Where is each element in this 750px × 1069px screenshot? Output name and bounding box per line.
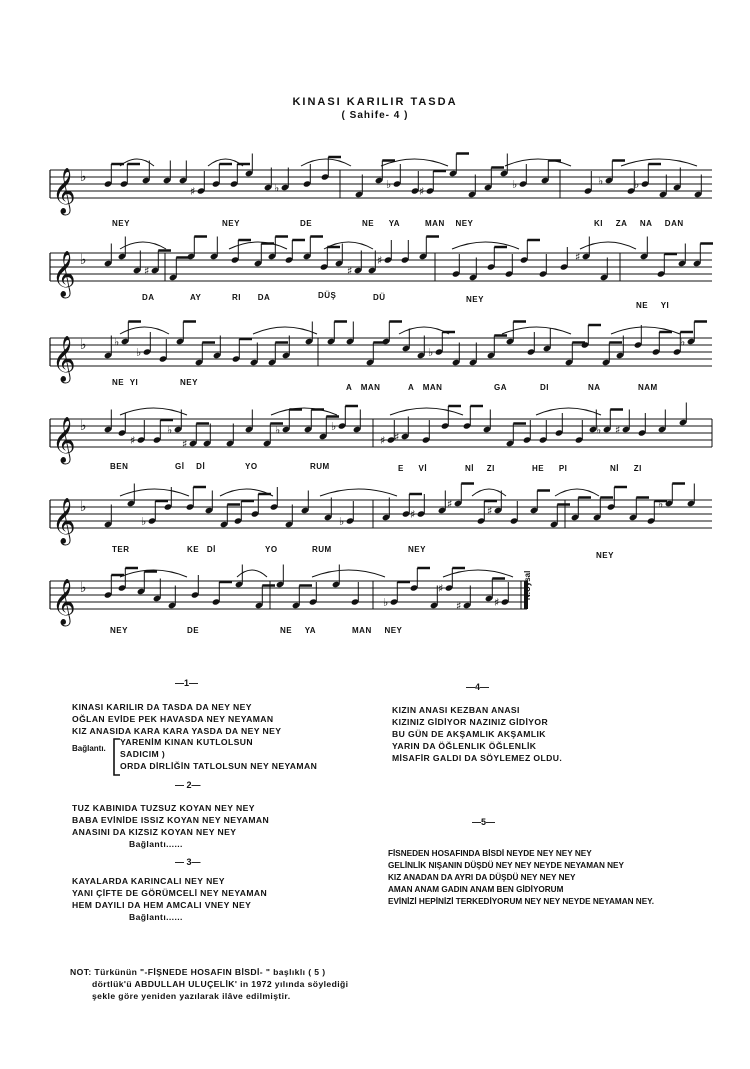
accidental: ♭ (596, 423, 602, 437)
lyric-syllable: KE Dİ (187, 545, 216, 554)
accidental: ♯ (347, 264, 353, 278)
slur (229, 242, 287, 249)
lyric-syllable: KI ZA NA DAN (594, 219, 684, 228)
verse-1 (72, 701, 281, 737)
refrain-line: ORDA DİRLİĞİN TATLOLSUN NEY NEYAMAN (120, 761, 318, 771)
accidental: ♭ (634, 178, 640, 191)
lyric-syllable: RUM (312, 545, 332, 554)
accidental: ♭ (658, 497, 664, 511)
slur (237, 570, 267, 577)
accidental: ♭ (598, 174, 604, 188)
refrain-line: SADICIM ) (120, 749, 166, 759)
lyric-syllable: HE PI (532, 464, 568, 473)
lyric-syllable: DE (187, 626, 200, 635)
lyric-syllable: Nİ ZI (610, 464, 642, 473)
accidental: ♯ (494, 596, 500, 609)
accidental: ♯ (410, 508, 416, 521)
lyric-syllable: DE (300, 219, 313, 228)
verse-line: KIZINIZ GİDİYOR NAZINIZ GİDİYOR (392, 717, 549, 727)
slur (390, 408, 463, 415)
treble-clef: 𝄞 (52, 336, 76, 382)
lyric-syllable: Nİ ZI (465, 464, 495, 473)
lyric-syllable: NEY (110, 626, 128, 635)
verse-5 (388, 848, 654, 908)
treble-clef: 𝄞 (52, 168, 76, 214)
lyric-syllable: A MAN (408, 383, 443, 392)
verse-number: —5— (472, 817, 496, 827)
verse-line: ANASINI DA KIZSIZ KOYAN NEY NEY (72, 827, 237, 837)
lyric-syllable: YO (265, 545, 278, 554)
refrain-label: Bağlantı. (72, 744, 106, 753)
key-signature-flat: ♭ (80, 252, 87, 269)
slur (312, 570, 385, 577)
accidental: ♭ (275, 423, 281, 437)
treble-clef: 𝄞 (52, 498, 76, 544)
footnote-line: NOT: Türkünün "-FİŞNEDE HOSAFIN BİSDİ- " başlıklı ( 5 ) (70, 967, 326, 977)
accidental: ♭ (331, 420, 337, 433)
accidental: ♯ (438, 582, 444, 595)
slur (301, 159, 351, 166)
accidental: ♯ (447, 497, 453, 511)
refrain-reference: Bağlantı...... (129, 839, 183, 849)
verse-line: MİSAFİR GALDI DA SÖYLEMEZ OLDU. (392, 753, 563, 763)
verse-line: TUZ KABINIDA TUZSUZ KOYAN NEY NEY (72, 803, 255, 813)
treble-clef: 𝄞 (52, 251, 76, 297)
accidental: ♭ (383, 596, 389, 609)
slur (502, 327, 571, 334)
accidental: ♯ (144, 264, 150, 278)
refrain-lines (120, 736, 317, 772)
slur (443, 570, 513, 577)
slur (505, 159, 571, 166)
verse-line: YARIN DA ÖĞLENLIK ÖĞLENLİK (392, 741, 537, 751)
accidental: ♯ (380, 434, 386, 447)
lyric-syllable: YO (245, 462, 258, 471)
verse-line: EVİNİZİ HEPİNİZİ TERKEDİYORUM NEY NEY NEYDE NEYAMAN NEY. (388, 897, 654, 906)
transcriber-signature: N.Uysal (523, 570, 532, 600)
slur (271, 408, 337, 415)
verse-line: KIZ ANASIDA KARA KARA YASDA DA NEY NEY (72, 726, 282, 736)
key-signature-flat: ♭ (80, 418, 87, 435)
verse-number: — 2— (175, 780, 201, 790)
accidental: ♭ (141, 515, 147, 528)
accidental: ♯ (394, 430, 400, 444)
verse-line: BU GÜN DE AKŞAMLIK AKŞAMLIK (392, 729, 546, 739)
lyric-syllable: NA (588, 383, 601, 392)
lyric-syllable: NEY (466, 295, 484, 304)
verse-line: GELİNLİK NIŞANIN DÜŞDÜ NEY NEY NEYDE NEYAMAN NEY (388, 861, 624, 870)
footnote (70, 966, 348, 1002)
slur (580, 242, 636, 249)
lyric-syllable: NE YA (362, 219, 401, 228)
lyric-syllable: E Vİ (398, 464, 428, 473)
key-signature-flat: ♭ (80, 169, 87, 186)
accidental: ♯ (487, 504, 493, 518)
lyric-syllable: DÜŞ (318, 291, 337, 300)
accidental: ♯ (377, 254, 383, 267)
slur (120, 242, 166, 249)
accidental: ♭ (274, 181, 280, 195)
lyric-syllable: NEY (408, 545, 426, 554)
slur (120, 327, 169, 334)
accidental: ♭ (339, 515, 345, 528)
verse-line: BABA EVİNİDE ISSIZ KOYAN NEY NEYAMAN (72, 815, 270, 825)
verse-line: YANI ÇİFTE DE GÖRÜMCELİ NEY NEYAMAN (72, 888, 268, 898)
treble-clef: 𝄞 (52, 417, 76, 463)
key-signature-flat: ♭ (80, 337, 87, 354)
lyric-syllable: A MAN (346, 383, 381, 392)
accidental: ♭ (680, 335, 686, 349)
lyric-syllable: AY (190, 293, 202, 302)
footnote-line: şekle göre yeniden yazılarak ilâve edilmiştir. (92, 991, 291, 1001)
verse-number: —1— (175, 678, 199, 688)
key-signature-flat: ♭ (80, 499, 87, 516)
lyric-syllable: MAN NEY (352, 626, 403, 635)
accidental: ♭ (512, 178, 518, 191)
verse-line: HEM DAYILI DA HEM AMCALI VNEY NEY (72, 900, 252, 910)
lyric-syllable: NAM (638, 383, 658, 392)
accidental: ♯ (182, 437, 188, 451)
lyric-syllable: BEN (110, 462, 129, 471)
accidental: ♯ (419, 185, 425, 198)
verse-line: KINASI KARILIR DA TASDA DA NEY NEY (72, 702, 252, 712)
lyric-syllable: MAN NEY (425, 219, 474, 228)
accidental: ♭ (114, 335, 120, 349)
slur (253, 327, 317, 334)
lyric-syllable: Gİ Dİ (175, 462, 206, 471)
accidental: ♯ (575, 250, 581, 264)
lyric-syllable: NE YI (636, 301, 670, 310)
lyric-syllable: DÜ (373, 293, 386, 302)
lyric-syllable: NEY (222, 219, 240, 228)
accidental: ♯ (615, 423, 621, 437)
lyric-syllable: NE YI (112, 378, 139, 387)
verse-2 (72, 802, 269, 850)
verse-line: KAYALARDA KARINCALI NEY NEY (72, 876, 225, 886)
verse-4 (392, 704, 562, 764)
accidental: ♭ (167, 423, 173, 437)
accidental: ♯ (190, 185, 196, 198)
slur (120, 408, 187, 415)
footnote-line: dörtlük'ü ABDULLAH ULUÇELİK' in 1972 yılında söylediği (92, 979, 349, 989)
treble-clef: 𝄞 (52, 579, 76, 625)
lyric-syllable: GA (494, 383, 507, 392)
verse-3 (72, 875, 267, 923)
verse-line: FİSNEDEN HOSAFINDA BİSDİ NEYDE NEY NEY NEY (388, 849, 592, 858)
lyric-syllable: NEY (180, 378, 198, 387)
slur (536, 408, 601, 415)
lyric-syllable: DA (142, 293, 155, 302)
slur (399, 327, 449, 334)
accidental: ♭ (136, 346, 142, 359)
lyric-syllable: NEY (112, 219, 130, 228)
verse-line: AMAN ANAM GADIN ANAM BEN GİDİYORUM (388, 885, 564, 894)
accidental: ♯ (456, 599, 462, 613)
slur (555, 489, 599, 496)
verse-number: — 3— (175, 857, 201, 867)
accidental: ♭ (428, 346, 434, 359)
lyric-syllable: DI (540, 383, 549, 392)
refrain-reference: Bağlantı...... (129, 912, 183, 922)
slur (120, 489, 189, 496)
lyric-syllable: TER (112, 545, 130, 554)
accidental: ♯ (130, 434, 136, 447)
key-signature-flat: ♭ (80, 580, 87, 597)
accidental: ♭ (386, 178, 392, 191)
page-subtitle: ( Sahife- 4 ) (341, 110, 409, 121)
verse-line: OĞLAN EVİDE PEK HAVASDA NEY NEYAMAN (72, 714, 274, 724)
lyric-syllable: RUM (310, 462, 330, 471)
lyric-syllable: NEY (596, 551, 614, 560)
verse-number: —4— (466, 682, 490, 692)
slur (320, 489, 397, 496)
slur (452, 242, 519, 249)
lyric-syllable: RI DA (232, 293, 271, 302)
lyric-syllable: NE YA (280, 626, 317, 635)
page-title: KINASI KARILIR TASDA (292, 96, 458, 108)
verse-line: KIZ ANADAN DA AYRI DA DÜŞDÜ NEY NEY NEY (388, 873, 576, 882)
refrain-line: YARENİM KINAN KUTLOLSUN (120, 737, 254, 747)
verse-line: KIZIN ANASI KEZBAN ANASI (392, 705, 520, 715)
